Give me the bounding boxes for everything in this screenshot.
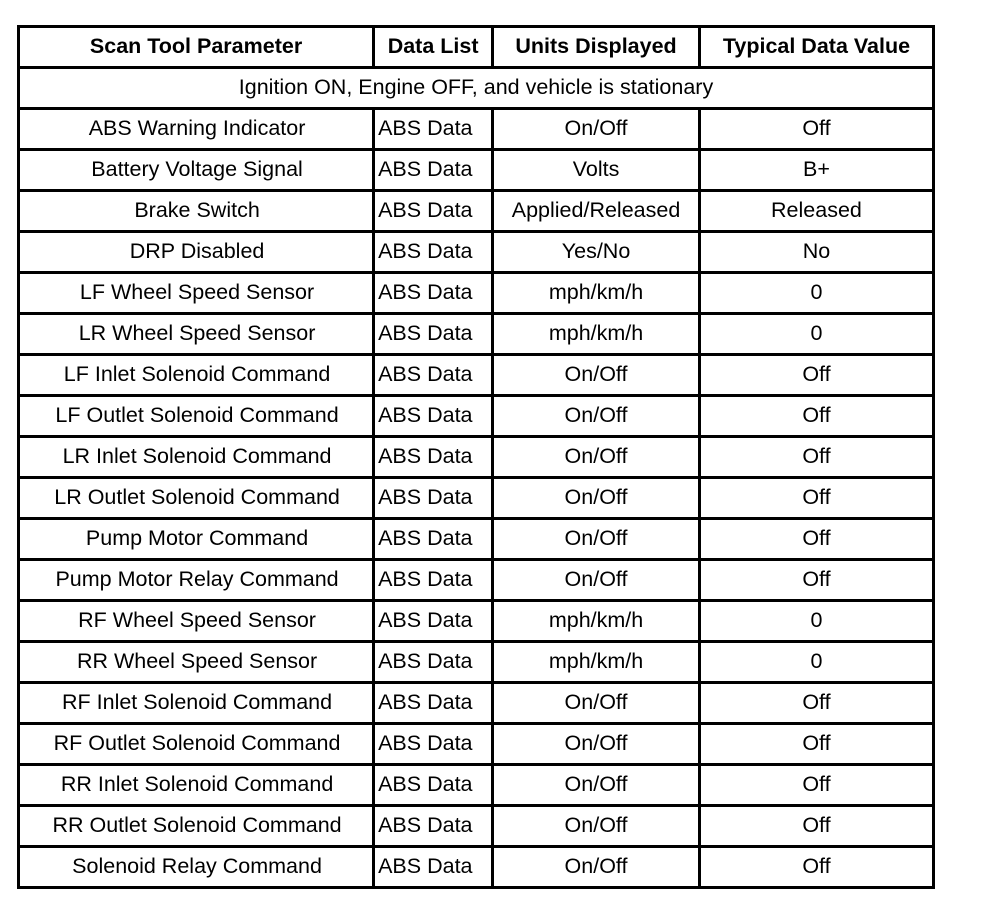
units-cell: On/Off (494, 684, 701, 725)
table-row (20, 766, 935, 807)
typical-value-cell: 0 (701, 315, 935, 356)
units-cell: mph/km/h (494, 315, 701, 356)
typical-value-cell: Off (701, 520, 935, 561)
table-row (20, 807, 935, 848)
table-row (20, 725, 935, 766)
units-cell: Yes/No (494, 233, 701, 274)
units-cell: mph/km/h (494, 274, 701, 315)
data-list-cell: ABS Data (375, 848, 494, 889)
table-row (20, 192, 935, 233)
units-cell: mph/km/h (494, 643, 701, 684)
parameter-cell: LR Inlet Solenoid Command (20, 438, 375, 479)
data-list-cell: ABS Data (375, 561, 494, 602)
scan-tool-data-table (17, 25, 935, 889)
typical-value-cell: Off (701, 725, 935, 766)
data-list-cell: ABS Data (375, 766, 494, 807)
units-cell: On/Off (494, 110, 701, 151)
units-cell: Applied/Released (494, 192, 701, 233)
data-list-cell: ABS Data (375, 643, 494, 684)
parameter-cell: Brake Switch (20, 192, 375, 233)
typical-value-cell: Off (701, 110, 935, 151)
table-row (20, 233, 935, 274)
parameter-cell: RR Wheel Speed Sensor (20, 643, 375, 684)
units-cell: On/Off (494, 520, 701, 561)
typical-value-cell: Off (701, 848, 935, 889)
units-cell: On/Off (494, 725, 701, 766)
table-row (20, 602, 935, 643)
data-list-cell: ABS Data (375, 151, 494, 192)
data-list-cell: ABS Data (375, 807, 494, 848)
parameter-cell: DRP Disabled (20, 233, 375, 274)
parameter-cell: LF Wheel Speed Sensor (20, 274, 375, 315)
units-cell: On/Off (494, 438, 701, 479)
parameter-cell: RF Outlet Solenoid Command (20, 725, 375, 766)
table-body (20, 69, 935, 889)
typical-value-cell: 0 (701, 602, 935, 643)
table-row (20, 356, 935, 397)
units-cell: On/Off (494, 848, 701, 889)
table-row (20, 479, 935, 520)
data-list-cell: ABS Data (375, 684, 494, 725)
typical-value-cell: 0 (701, 274, 935, 315)
data-list-cell: ABS Data (375, 397, 494, 438)
typical-value-cell: Off (701, 479, 935, 520)
typical-value-cell: Off (701, 356, 935, 397)
table-row (20, 315, 935, 356)
data-list-cell: ABS Data (375, 233, 494, 274)
typical-value-cell: B+ (701, 151, 935, 192)
parameter-cell: LR Outlet Solenoid Command (20, 479, 375, 520)
typical-value-cell: Off (701, 438, 935, 479)
header-scan-tool-parameter: Scan Tool Parameter (20, 28, 375, 69)
typical-value-cell: Off (701, 807, 935, 848)
data-list-cell: ABS Data (375, 438, 494, 479)
table-row (20, 643, 935, 684)
table-row (20, 520, 935, 561)
table-row (20, 438, 935, 479)
typical-value-cell: Off (701, 766, 935, 807)
typical-value-cell: 0 (701, 643, 935, 684)
typical-value-cell: Off (701, 684, 935, 725)
header-data-list: Data List (375, 28, 494, 69)
parameter-cell: RR Inlet Solenoid Command (20, 766, 375, 807)
table-header-row (20, 28, 935, 69)
units-cell: On/Off (494, 479, 701, 520)
data-list-cell: ABS Data (375, 520, 494, 561)
table-row (20, 397, 935, 438)
units-cell: On/Off (494, 397, 701, 438)
parameter-cell: LF Inlet Solenoid Command (20, 356, 375, 397)
condition-text: Ignition ON, Engine OFF, and vehicle is stationary (20, 69, 935, 110)
typical-value-cell: Released (701, 192, 935, 233)
parameter-cell: Pump Motor Relay Command (20, 561, 375, 602)
table-row (20, 151, 935, 192)
header-typical-data-value: Typical Data Value (701, 28, 935, 69)
data-list-cell: ABS Data (375, 110, 494, 151)
units-cell: On/Off (494, 561, 701, 602)
parameter-cell: RF Wheel Speed Sensor (20, 602, 375, 643)
condition-row (20, 69, 935, 110)
data-list-cell: ABS Data (375, 602, 494, 643)
typical-value-cell: Off (701, 561, 935, 602)
parameter-cell: ABS Warning Indicator (20, 110, 375, 151)
units-cell: Volts (494, 151, 701, 192)
data-list-cell: ABS Data (375, 479, 494, 520)
units-cell: mph/km/h (494, 602, 701, 643)
data-list-cell: ABS Data (375, 725, 494, 766)
parameter-cell: LF Outlet Solenoid Command (20, 397, 375, 438)
parameter-cell: RR Outlet Solenoid Command (20, 807, 375, 848)
units-cell: On/Off (494, 807, 701, 848)
data-list-cell: ABS Data (375, 274, 494, 315)
units-cell: On/Off (494, 766, 701, 807)
parameter-cell: RF Inlet Solenoid Command (20, 684, 375, 725)
header-units-displayed: Units Displayed (494, 28, 701, 69)
table-row (20, 110, 935, 151)
table-row (20, 848, 935, 889)
parameter-cell: LR Wheel Speed Sensor (20, 315, 375, 356)
table-row (20, 561, 935, 602)
data-list-cell: ABS Data (375, 192, 494, 233)
data-list-cell: ABS Data (375, 315, 494, 356)
parameter-cell: Battery Voltage Signal (20, 151, 375, 192)
table-row (20, 274, 935, 315)
table-row (20, 684, 935, 725)
parameter-cell: Solenoid Relay Command (20, 848, 375, 889)
typical-value-cell: Off (701, 397, 935, 438)
data-list-cell: ABS Data (375, 356, 494, 397)
units-cell: On/Off (494, 356, 701, 397)
parameter-cell: Pump Motor Command (20, 520, 375, 561)
typical-value-cell: No (701, 233, 935, 274)
